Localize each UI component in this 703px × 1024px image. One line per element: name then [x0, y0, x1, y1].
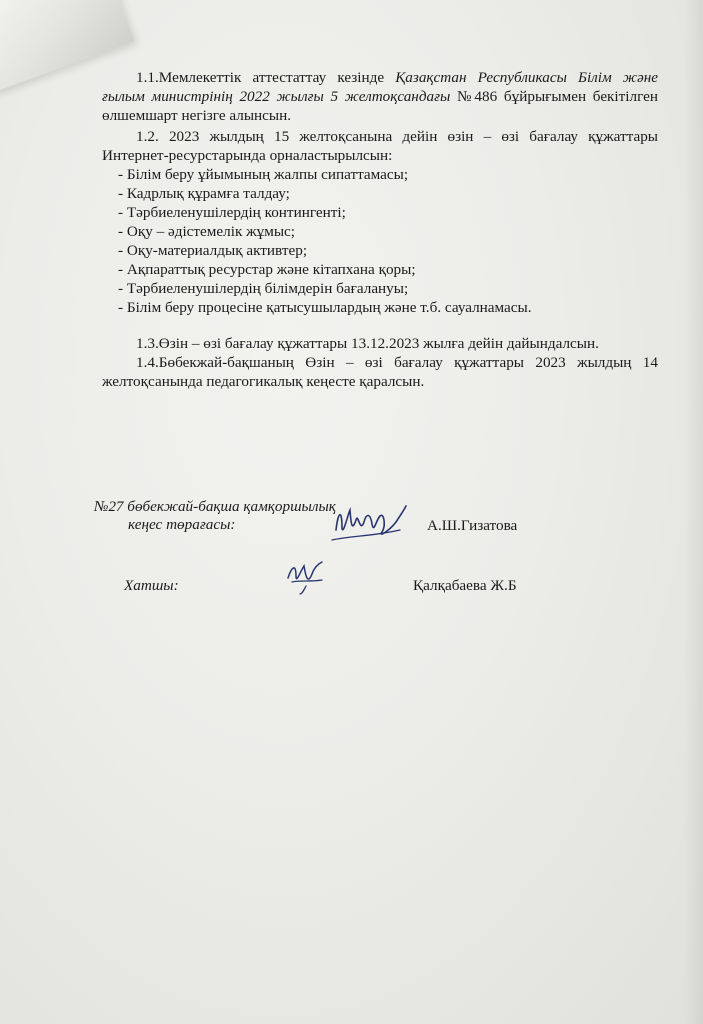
list-item: - Оқу-материалдық активтер;: [118, 242, 308, 259]
paragraph-1-1-italic: Қазақстан Республикасы Білім және ғылым министрінің 2022 жылғы 5 желтоқсандағы: [102, 69, 658, 105]
paragraph-1-1-tail: №486 бұйрығымен бекітілген өлшемшарт негізге алынсын.: [102, 88, 658, 124]
chair-title-line2: кеңес төрағасы:: [128, 516, 236, 533]
secretary-name: Қалқабаева Ж.Б: [413, 577, 517, 594]
paragraph-1-3: 1.3.Өзін – өзі бағалау құжаттары 13.12.2023 жылға дейін дайындалсын.: [136, 335, 599, 352]
paragraph-1-1-lead: 1.1.Мемлекеттік аттестаттау кезінде: [136, 69, 396, 86]
paragraph-1-4: 1.4.Бөбекжай-бақшаның Өзін – өзі бағалау құжаттары 2023 жылдың 14 желтоқсанында педагогикалық кеңесте қаралсын.: [102, 354, 658, 390]
list-item: - Кадрлық құрамға талдау;: [118, 185, 290, 202]
list-item: - Оқу – әдістемелік жұмыс;: [118, 223, 295, 240]
list-item: - Тәрбиеленушілердің білімдерін бағалануы;: [118, 280, 409, 297]
secretary-signature: [282, 556, 330, 596]
paragraph-1-2: 1.2. 2023 жылдың 15 желтоқсанына дейін өзін – өзі бағалау құжаттары Интернет-ресурстарында орналастырылсын:: [102, 128, 658, 164]
chair-name: А.Ш.Гизатова: [427, 517, 518, 534]
list-item: - Ақпараттық ресурстар және кітапхана қоры;: [118, 261, 416, 278]
paper-edge-shadow: [683, 0, 703, 1024]
chair-signature: [330, 500, 410, 548]
list-item: - Білім беру ұйымының жалпы сипаттамасы;: [118, 166, 409, 183]
secretary-title: Хатшы:: [124, 577, 179, 594]
list-item: - Білім беру процесіне қатысушылардың және т.б. сауалнамасы.: [118, 299, 532, 316]
paragraph-1-1: [102, 68, 658, 125]
list-item: - Тәрбиеленушілердің контингенті;: [118, 204, 346, 221]
chair-title-line1: №27 бөбекжай-бақша қамқоршылық: [94, 498, 336, 515]
